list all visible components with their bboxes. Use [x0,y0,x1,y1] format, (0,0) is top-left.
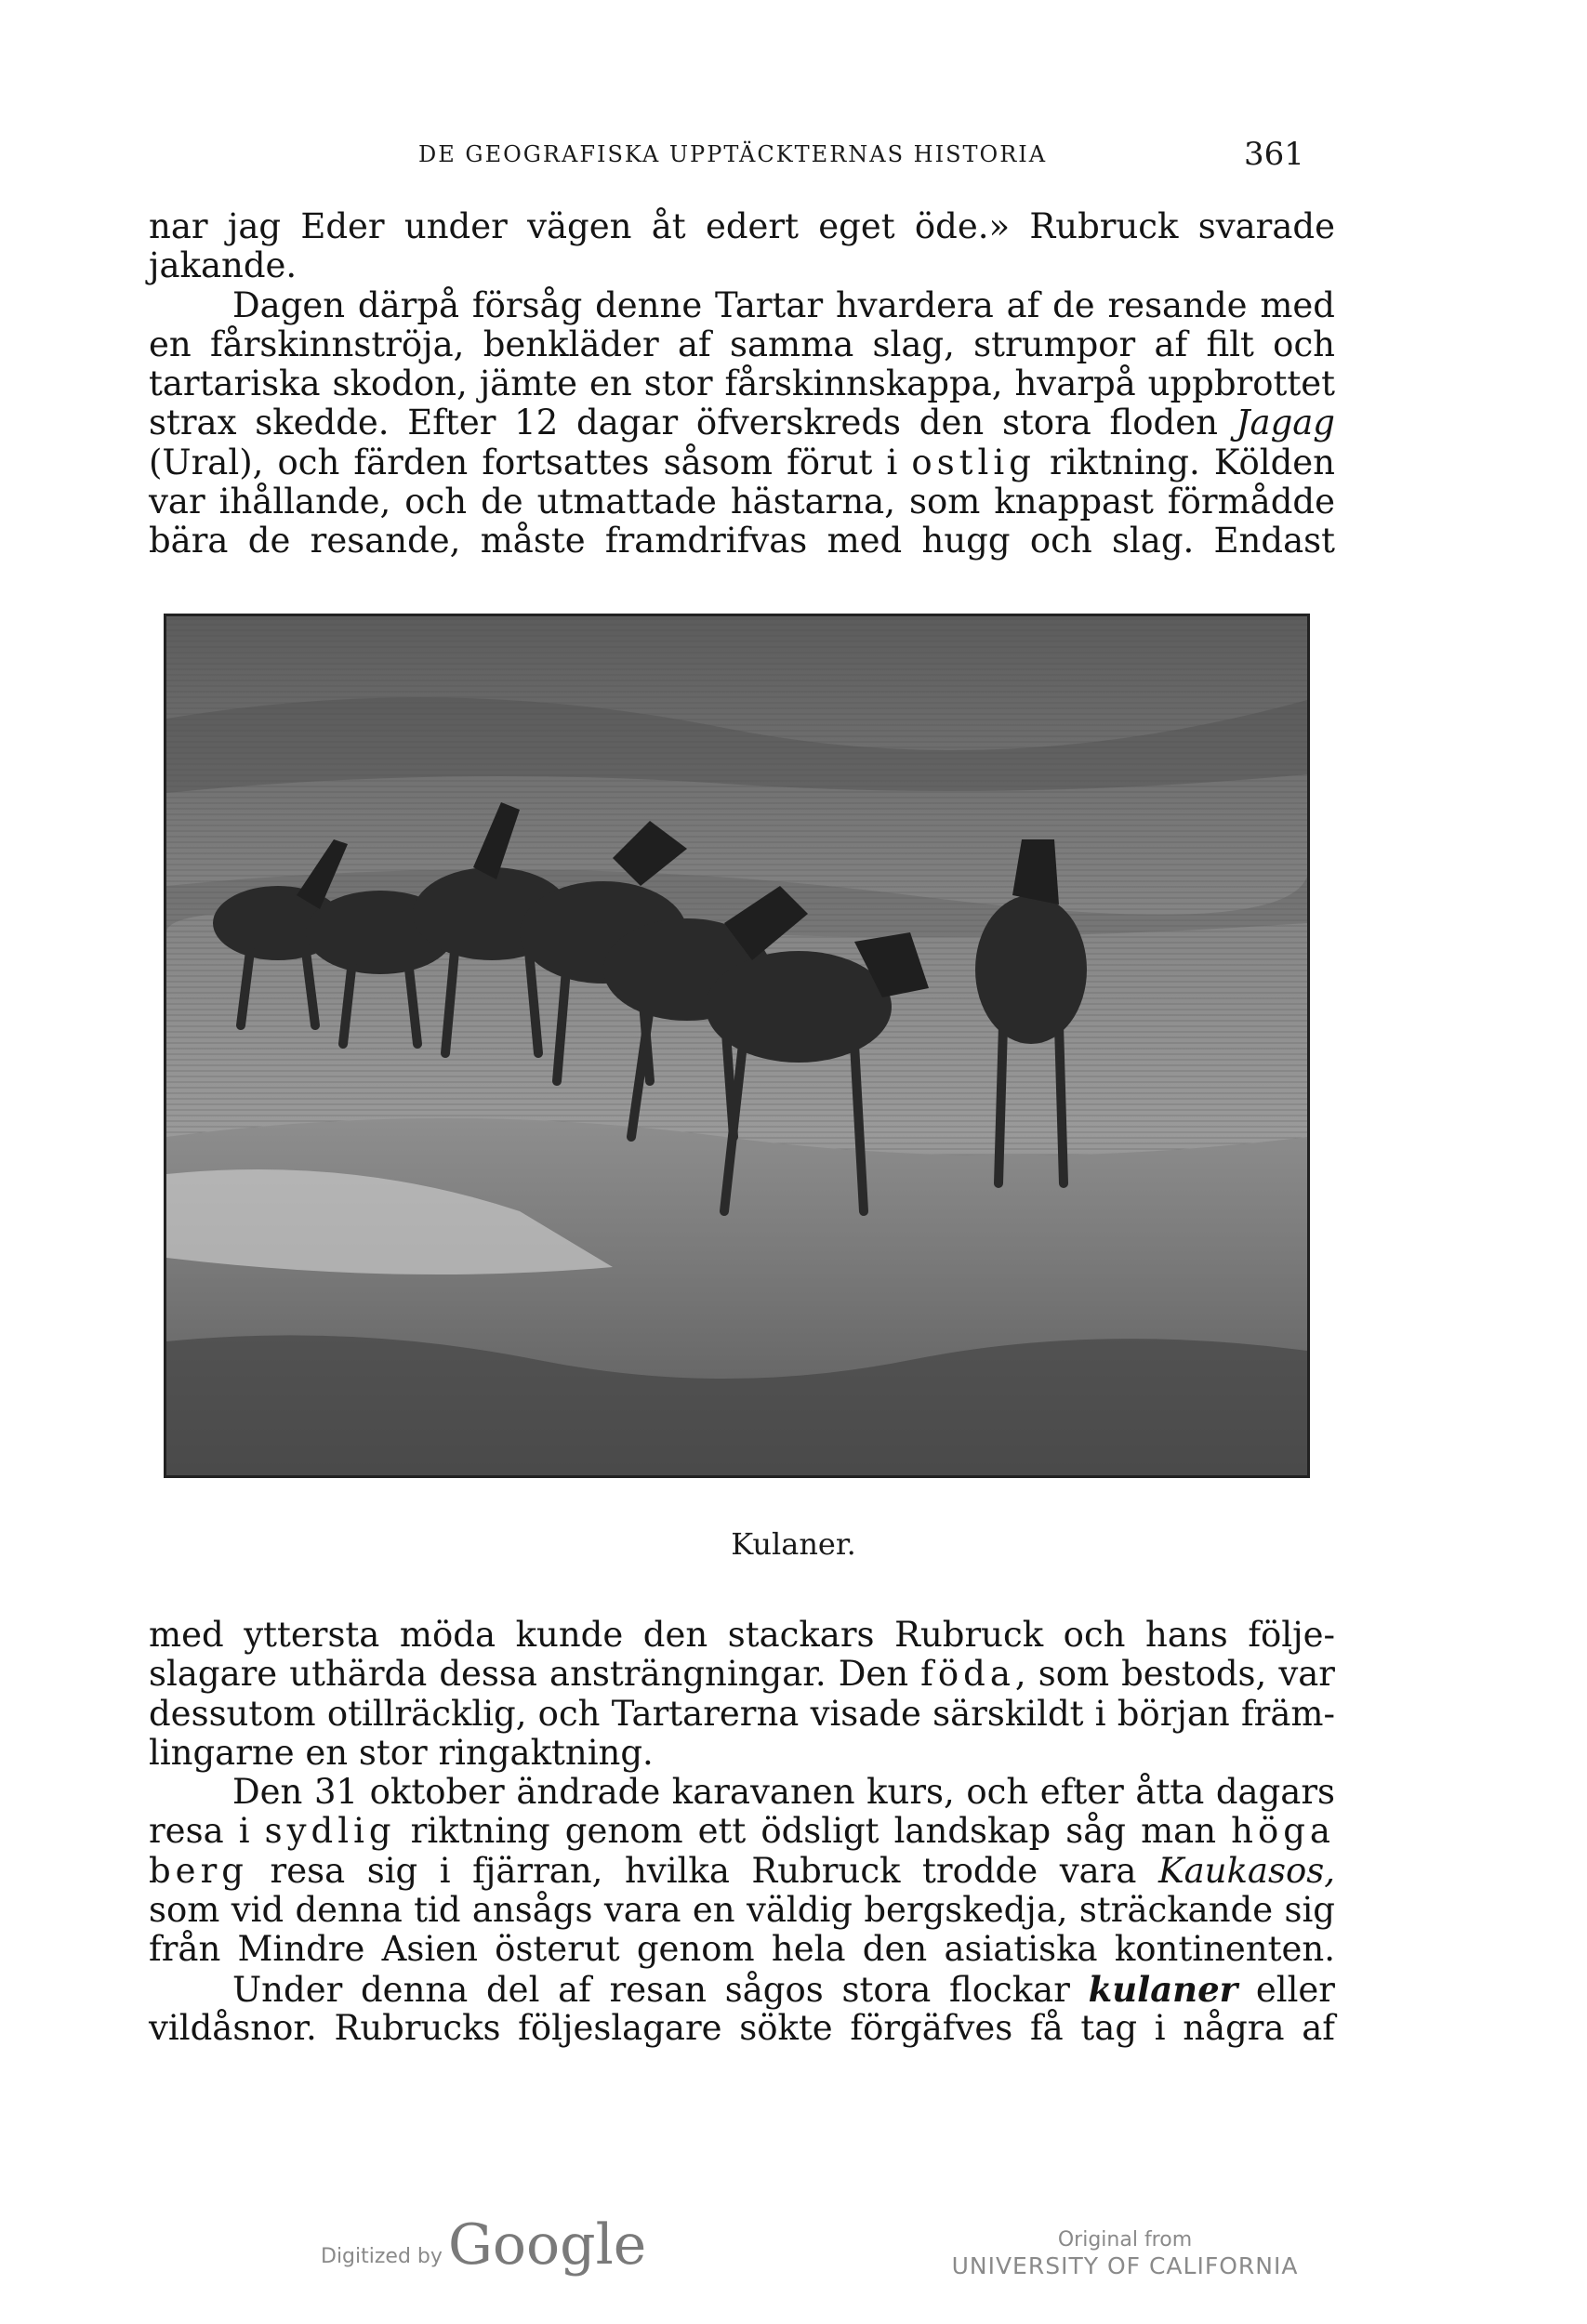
text-line: dessutom otillräcklig, och Tartarerna visade särskildt i början främ- [149,1693,1335,1734]
text-line: lingarne en stor ringaktning. [149,1732,654,1773]
original-source [937,2227,1313,2279]
running-title: DE GEOGRAFISKA UPPTÄCKTERNAS HISTORIA [418,141,1048,167]
text-line: var ihållande, och de utmattade hästarna, som knappast förmådde [149,482,1335,522]
engraving-kulaner [164,614,1310,1478]
text-line: Den 31 oktober ändrade karavanen kurs, och efter åtta dagars [232,1772,1335,1813]
text-line: från Mindre Asien österut genom hela den asiatiska kontinenten. [149,1929,1335,1970]
lower-paragraphs [149,1616,1335,2048]
spaced-term: sydlig [264,1811,396,1852]
text-run: resa sig i fjärran, hvilka Rubruck trodde vara [247,1850,1158,1891]
italic-term: Kaukasos, [1157,1850,1335,1891]
text-line [149,1655,1335,1694]
text-line: som vid denna tid ansågs vara en väldig bergskedja, sträckande sig [149,1890,1335,1931]
original-from-label: Original from [1057,2228,1193,2251]
upper-paragraphs [149,207,1335,561]
text-line: bära de resande, måste framdrifvas med hugg och slag. Endast [149,521,1335,561]
spaced-term: föda [920,1654,1015,1695]
text-run: (Ural), och färden fortsattes såsom förut i [149,442,912,482]
text-line: en fårskinnströja, benkläder af samma slag, strumpor af filt och [149,324,1335,364]
text-run: resa i [149,1811,265,1852]
text-line: vildåsnor. Rubrucks följeslagare sökte förgäfves få tag i några af [149,2007,1335,2048]
text-line [149,443,1335,482]
figure-caption: Kulaner. [731,1526,856,1562]
text-line: nar jag Eder under vägen åt edert eget öde.» Rubruck svarade [149,206,1335,246]
text-run: riktning. Kölden [1035,442,1335,482]
text-line [149,403,1335,442]
spaced-term: berg [149,1850,248,1891]
text-run: slagare uthärda dessa ansträngningar. Den [149,1654,921,1695]
text-line [149,1812,1335,1851]
university-label: UNIVERSITY OF CALIFORNIA [951,2252,1299,2279]
text-line: med yttersta möda kunde den stackars Rubruck och hans följe- [149,1615,1335,1655]
text-run: , som bestods, var [1014,1654,1335,1695]
text-line: Dagen därpå försåg denne Tartar hvardera af de resande med [232,284,1335,325]
digitized-by-label: Digitized by [321,2245,443,2268]
text-line: tartariska skodon, jämte en stor fårskinnskappa, hvarpå uppbrottet [149,363,1335,404]
italic-term: kulaner [1088,1968,1238,2010]
text-line: jakande. [149,245,298,286]
text-run: eller [1237,1969,1335,2010]
text-run: Under denna del af resan sågos stora flockar [232,1969,1089,2010]
google-logo: Google [448,2212,647,2278]
text-run: strax skedde. Efter 12 dagar öfverskreds den stora floden [149,403,1237,443]
page-number: 361 [1244,136,1304,173]
text-run: riktning genom ett ödsligt landskap såg man [395,1811,1232,1852]
text-line [149,1970,1335,2009]
spaced-term: höga [1231,1811,1335,1852]
text-line [149,1852,1335,1891]
spaced-term: ostlig [911,442,1036,482]
engraving-illustration [166,616,1307,1475]
italic-term: Jagag [1236,403,1335,443]
